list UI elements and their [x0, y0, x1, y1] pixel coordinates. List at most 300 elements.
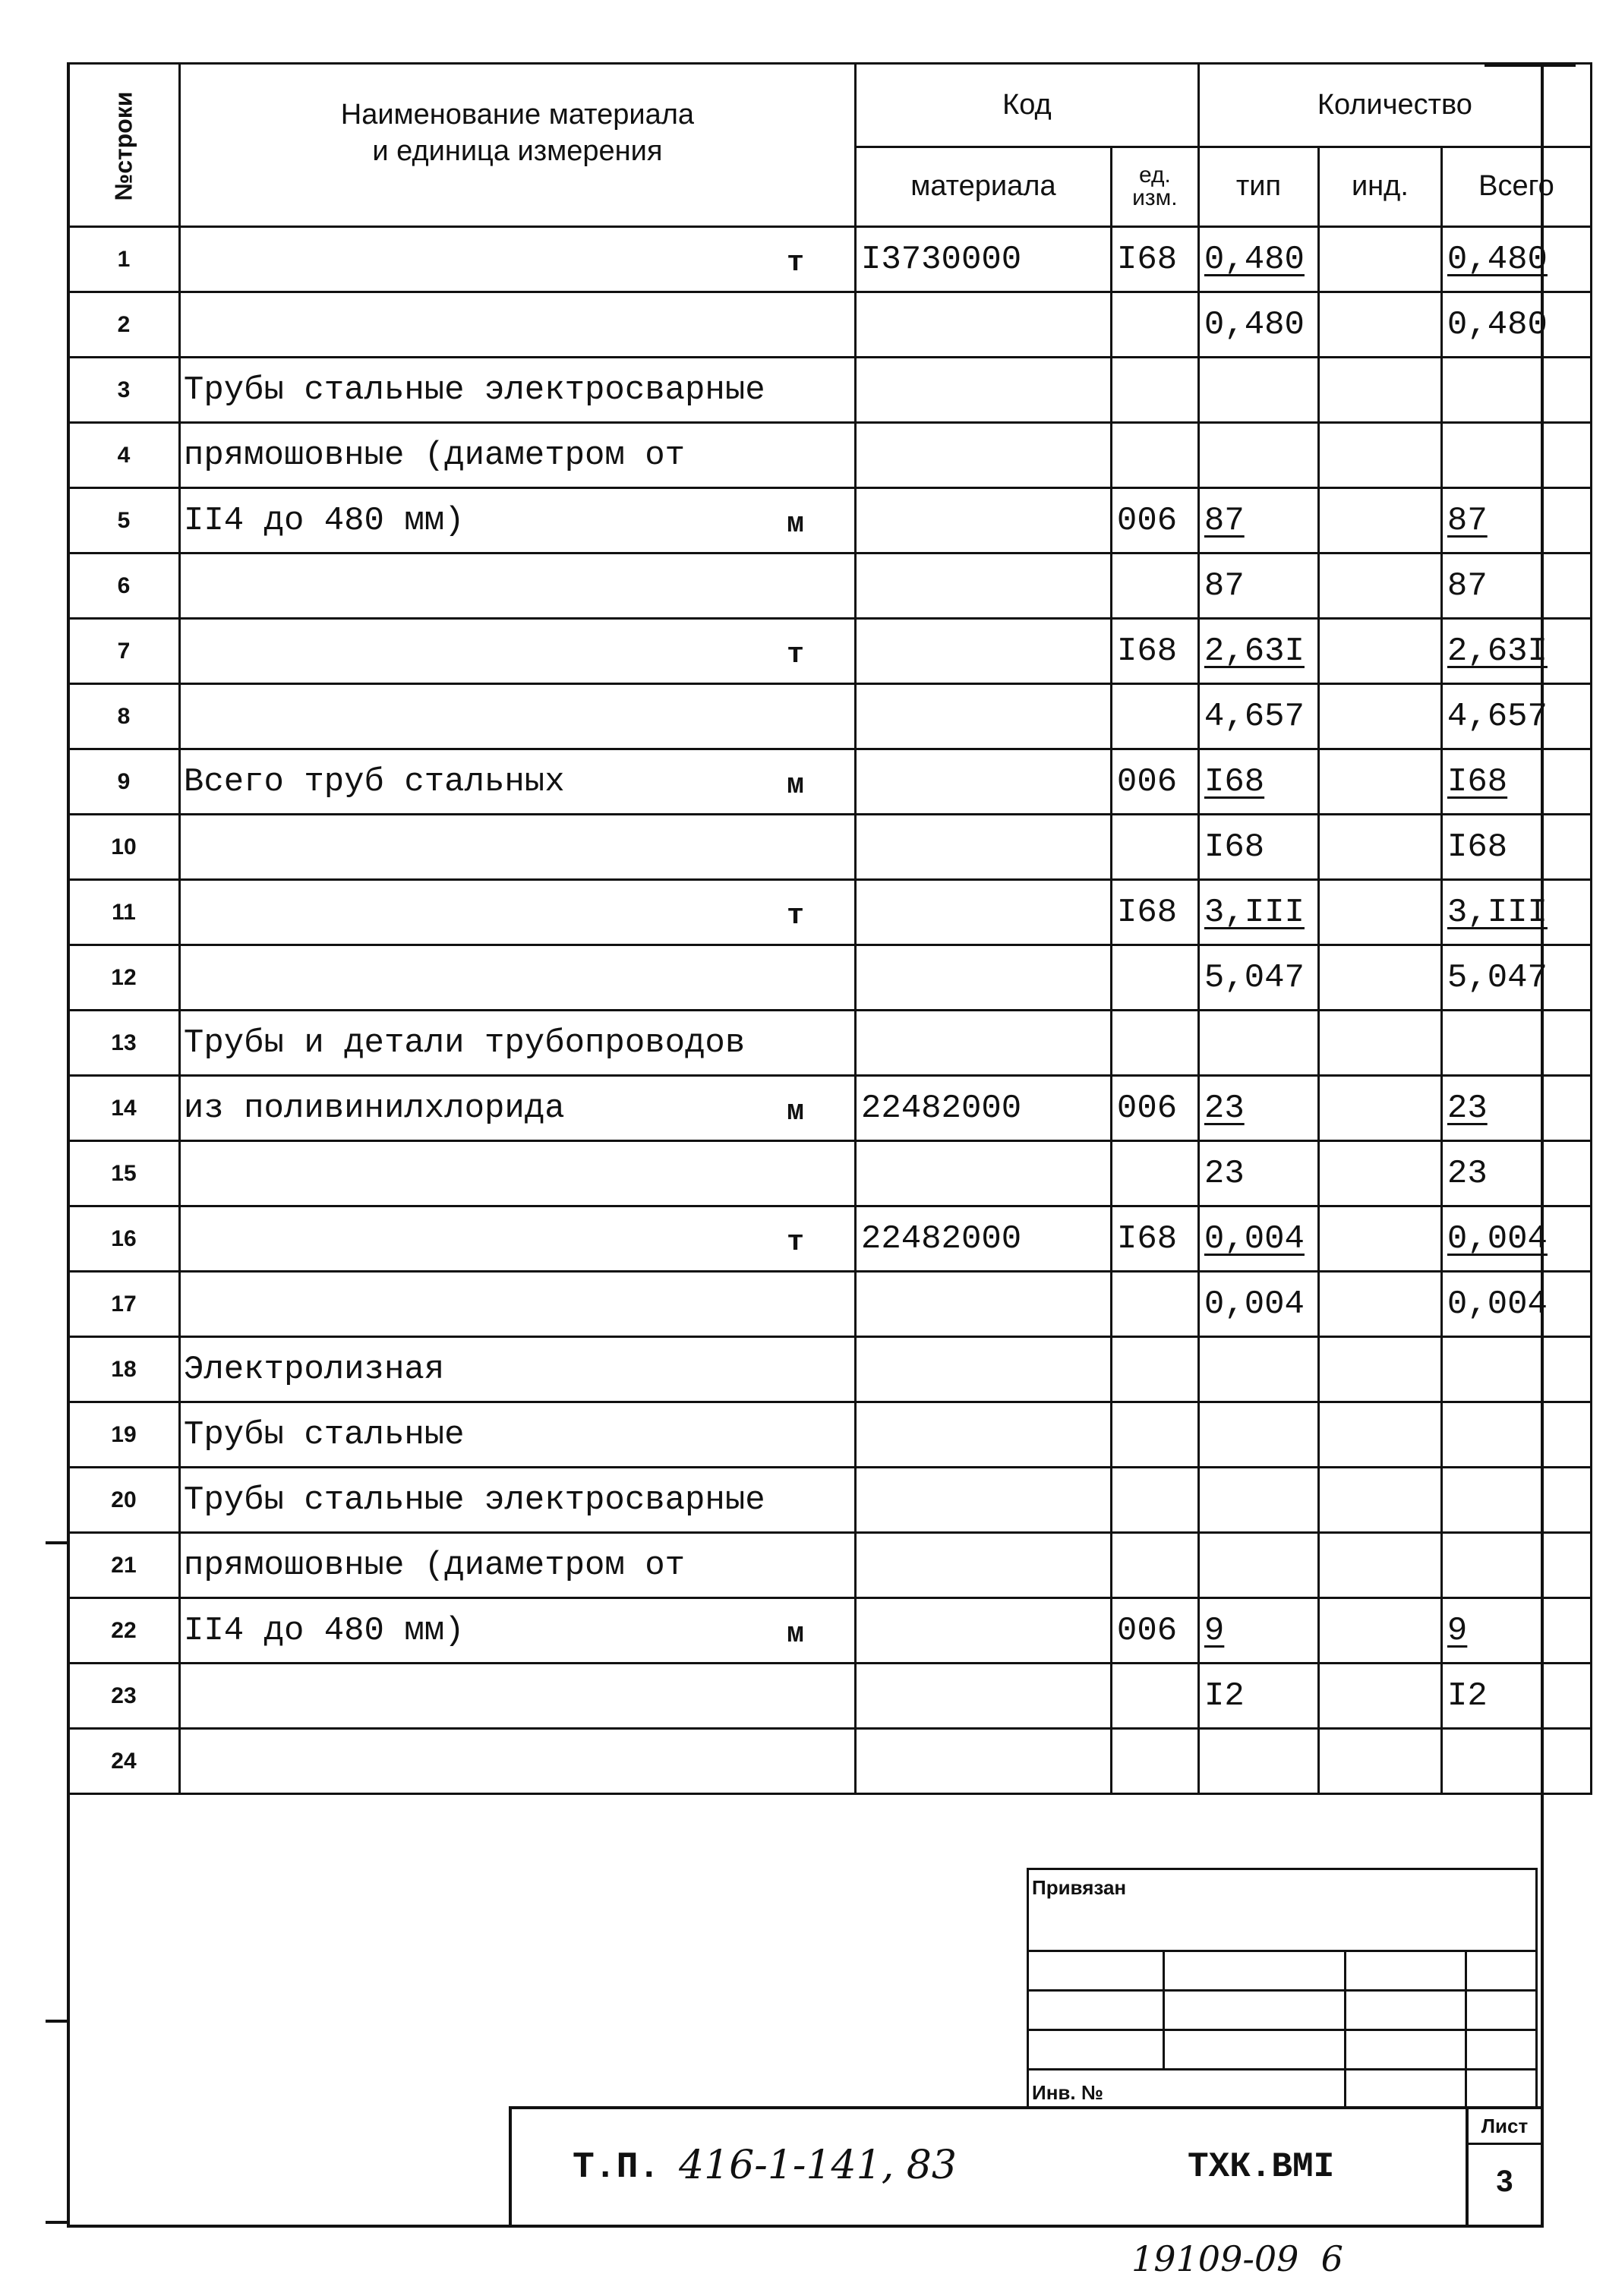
qty-ind — [1318, 1337, 1441, 1402]
unit-code — [1111, 1141, 1198, 1206]
qty-type — [1198, 749, 1318, 815]
row-number-text: 19 — [111, 1421, 137, 1447]
row-number-text: 20 — [111, 1487, 137, 1512]
material-name-text: прямошовные (диаметром от — [183, 436, 686, 475]
row-number-text: 1 — [117, 246, 131, 272]
qty-total — [1441, 1272, 1591, 1337]
material-name — [179, 815, 855, 880]
qty-ind — [1318, 1141, 1441, 1206]
qty-total-text: 3,III — [1447, 893, 1548, 932]
binding-label: Привязан — [1032, 1876, 1127, 1899]
table-row — [68, 1533, 1592, 1598]
table-row — [68, 880, 1592, 945]
qty-ind — [1318, 749, 1441, 815]
row-number — [68, 880, 180, 945]
material-code — [855, 815, 1111, 880]
row-number — [68, 358, 180, 423]
qty-type-text: 23 — [1204, 1089, 1245, 1128]
material-name — [179, 1272, 855, 1337]
unit-code-header-line2: изм. — [1132, 184, 1178, 210]
qty-type — [1198, 1729, 1318, 1794]
material-name — [179, 1076, 855, 1141]
row-number-text: 8 — [117, 703, 131, 729]
unit-code-text: I68 — [1116, 240, 1178, 279]
row-number — [68, 488, 180, 554]
material-name — [179, 1141, 855, 1206]
material-code — [855, 619, 1111, 684]
qty-type-text: 87 — [1204, 566, 1245, 605]
material-name — [179, 684, 855, 749]
material-name-text: Трубы и детали трубопроводов — [183, 1023, 746, 1062]
unit-code-text: I68 — [1116, 893, 1178, 932]
material-name — [179, 749, 855, 815]
material-code — [855, 945, 1111, 1011]
qty-total-text: 9 — [1447, 1611, 1468, 1650]
material-name — [179, 1206, 855, 1272]
row-number-header — [68, 64, 180, 227]
doc-prefix: Т.П. — [573, 2147, 661, 2188]
qty-type-text: 87 — [1204, 501, 1245, 540]
qty-type-header: тип — [1198, 147, 1318, 226]
material-name-text: Всего труб стальных — [183, 762, 565, 801]
unit-code — [1111, 619, 1198, 684]
qty-ind — [1318, 358, 1441, 423]
material-name — [179, 1402, 855, 1468]
qty-type-text: I68 — [1204, 828, 1265, 866]
unit-label: т — [787, 1225, 804, 1259]
qty-total — [1441, 1076, 1591, 1141]
title-block — [509, 2106, 1541, 2228]
unit-label: м — [787, 1095, 804, 1128]
table-row — [68, 684, 1592, 749]
material-name — [179, 1337, 855, 1402]
table-row — [68, 1402, 1592, 1468]
material-code — [855, 1206, 1111, 1272]
unit-code — [1111, 815, 1198, 880]
qty-ind — [1318, 488, 1441, 554]
material-code — [855, 358, 1111, 423]
material-code — [855, 1076, 1111, 1141]
row-number — [68, 684, 180, 749]
name-header — [179, 64, 855, 227]
qty-total-text: 2,63I — [1447, 632, 1548, 670]
qty-type — [1198, 227, 1318, 292]
qty-ind — [1318, 619, 1441, 684]
qty-type-text: 23 — [1204, 1154, 1245, 1193]
qty-type — [1198, 292, 1318, 358]
row-number — [68, 619, 180, 684]
qty-type-text: 3,III — [1204, 893, 1305, 932]
qty-type — [1198, 1141, 1318, 1206]
code-group-header: Код — [855, 64, 1198, 147]
qty-total — [1441, 1664, 1591, 1729]
row-number-text: 13 — [111, 1030, 137, 1055]
qty-ind — [1318, 815, 1441, 880]
qty-total — [1441, 1337, 1591, 1402]
unit-code — [1111, 292, 1198, 358]
name-header-line2: и единица измерения — [372, 135, 663, 167]
unit-code — [1111, 1272, 1198, 1337]
qty-type — [1198, 423, 1318, 488]
row-number-text: 18 — [111, 1356, 137, 1382]
material-name — [179, 1011, 855, 1076]
qty-type — [1198, 1076, 1318, 1141]
qty-type — [1198, 1598, 1318, 1664]
material-code — [855, 488, 1111, 554]
row-number-text: 9 — [117, 768, 131, 794]
row-number-text: 5 — [117, 507, 131, 533]
qty-ind — [1318, 1533, 1441, 1598]
qty-total-header: Всего — [1441, 147, 1591, 226]
material-name — [179, 1664, 855, 1729]
unit-code — [1111, 1468, 1198, 1533]
unit-code — [1111, 1337, 1198, 1402]
material-code — [855, 1337, 1111, 1402]
material-name-text: прямошовные (диаметром от — [183, 1546, 686, 1585]
margin-tick — [46, 1541, 68, 1544]
qty-type-text: I2 — [1204, 1676, 1245, 1715]
qty-type — [1198, 488, 1318, 554]
unit-code — [1111, 1076, 1198, 1141]
sheet-label: Лист — [1469, 2109, 1541, 2145]
qty-type — [1198, 358, 1318, 423]
material-code — [855, 1402, 1111, 1468]
row-number-text: 14 — [111, 1095, 137, 1121]
qty-total-text: 0,480 — [1447, 240, 1548, 279]
material-code — [855, 1468, 1111, 1533]
material-name-text: II4 до 480 мм) — [183, 1611, 465, 1650]
material-name — [179, 358, 855, 423]
row-number — [68, 1206, 180, 1272]
qty-type — [1198, 1206, 1318, 1272]
qty-total — [1441, 423, 1591, 488]
row-number — [68, 749, 180, 815]
qty-total — [1441, 1011, 1591, 1076]
qty-type-text: 5,047 — [1204, 958, 1305, 997]
row-number-text: 3 — [117, 377, 131, 402]
qty-ind — [1318, 1468, 1441, 1533]
binding-stamp — [1027, 1868, 1538, 2108]
material-name-text: Трубы стальные электросварные — [183, 1481, 765, 1519]
qty-type — [1198, 880, 1318, 945]
qty-ind — [1318, 684, 1441, 749]
row-number-text: 11 — [112, 899, 136, 925]
qty-type-text: 0,480 — [1204, 305, 1305, 344]
doc-code: ТХК.ВМI — [1188, 2147, 1335, 2187]
row-number-text: 7 — [117, 638, 131, 664]
qty-total-text: 23 — [1447, 1089, 1488, 1128]
row-number-text: 22 — [111, 1617, 137, 1643]
qty-type — [1198, 554, 1318, 619]
qty-total — [1441, 619, 1591, 684]
qty-ind — [1318, 554, 1441, 619]
row-number-text: 10 — [111, 834, 137, 859]
unit-label: т — [787, 638, 804, 671]
material-name — [179, 554, 855, 619]
row-number-text: 6 — [117, 572, 131, 598]
unit-code-text: 006 — [1116, 1611, 1178, 1650]
material-name-text: Трубы стальные электросварные — [183, 371, 765, 409]
material-code — [855, 292, 1111, 358]
inventory-number-label: Инв. № — [1032, 2081, 1103, 2104]
material-code — [855, 1598, 1111, 1664]
qty-type — [1198, 1272, 1318, 1337]
qty-type — [1198, 1533, 1318, 1598]
row-number — [68, 1468, 180, 1533]
table-row — [68, 1076, 1592, 1141]
material-name — [179, 227, 855, 292]
qty-total — [1441, 749, 1591, 815]
qty-total — [1441, 880, 1591, 945]
unit-code — [1111, 1402, 1198, 1468]
qty-total-text: 0,004 — [1447, 1285, 1548, 1323]
unit-code — [1111, 1206, 1198, 1272]
table-row — [68, 1468, 1592, 1533]
unit-code — [1111, 488, 1198, 554]
row-number — [68, 554, 180, 619]
material-code — [855, 1533, 1111, 1598]
unit-label: т — [787, 899, 804, 932]
material-code — [855, 1664, 1111, 1729]
unit-code-text: 006 — [1116, 1089, 1178, 1128]
unit-code — [1111, 423, 1198, 488]
qty-ind — [1318, 945, 1441, 1011]
material-name-text: из поливинилхлорида — [183, 1089, 565, 1128]
row-number-text: 23 — [111, 1683, 137, 1708]
margin-tick — [46, 2020, 68, 2023]
qty-ind — [1318, 423, 1441, 488]
unit-code — [1111, 684, 1198, 749]
qty-type — [1198, 684, 1318, 749]
qty-ind — [1318, 1011, 1441, 1076]
qty-type-text: 0,480 — [1204, 240, 1305, 279]
unit-code — [1111, 880, 1198, 945]
qty-ind — [1318, 1206, 1441, 1272]
qty-total — [1441, 1206, 1591, 1272]
qty-type — [1198, 1337, 1318, 1402]
material-code-text: I3730000 — [860, 240, 1022, 279]
qty-ind — [1318, 1598, 1441, 1664]
row-number-text: 24 — [111, 1748, 137, 1774]
qty-type-text: 4,657 — [1204, 697, 1305, 736]
material-code — [855, 1011, 1111, 1076]
row-number — [68, 1598, 180, 1664]
table-row — [68, 749, 1592, 815]
materials-table — [67, 62, 1592, 1795]
material-code — [855, 1141, 1111, 1206]
unit-label: м — [787, 1617, 804, 1651]
unit-code — [1111, 749, 1198, 815]
unit-code-header-line1: ед. — [1138, 162, 1171, 188]
table-row — [68, 1272, 1592, 1337]
quantity-group-header: Количество — [1198, 64, 1591, 147]
qty-total — [1441, 554, 1591, 619]
material-name — [179, 880, 855, 945]
qty-type — [1198, 945, 1318, 1011]
qty-ind — [1318, 1402, 1441, 1468]
material-name — [179, 1468, 855, 1533]
table-row — [68, 292, 1592, 358]
unit-code — [1111, 1533, 1198, 1598]
row-number — [68, 292, 180, 358]
material-code — [855, 1729, 1111, 1794]
qty-total — [1441, 1468, 1591, 1533]
row-number — [68, 1729, 180, 1794]
sheet-box — [1466, 2109, 1541, 2225]
material-code — [855, 1272, 1111, 1337]
row-number — [68, 1011, 180, 1076]
unit-code-text: 006 — [1116, 501, 1178, 540]
material-name — [179, 619, 855, 684]
qty-type — [1198, 1402, 1318, 1468]
unit-code — [1111, 227, 1198, 292]
row-number — [68, 1141, 180, 1206]
row-number — [68, 227, 180, 292]
material-code — [855, 423, 1111, 488]
unit-code — [1111, 1664, 1198, 1729]
qty-ind — [1318, 1076, 1441, 1141]
qty-ind-header: инд. — [1318, 147, 1441, 226]
qty-type-text: 0,004 — [1204, 1285, 1305, 1323]
qty-total-text: 0,004 — [1447, 1219, 1548, 1258]
qty-total — [1441, 1141, 1591, 1206]
row-number — [68, 1402, 180, 1468]
row-number-text: 16 — [111, 1225, 137, 1251]
qty-total-text: 87 — [1447, 501, 1488, 540]
table-row — [68, 619, 1592, 684]
unit-code — [1111, 358, 1198, 423]
unit-code — [1111, 554, 1198, 619]
qty-total — [1441, 1402, 1591, 1468]
qty-type-text: I68 — [1204, 762, 1265, 801]
qty-type-text: 0,004 — [1204, 1219, 1305, 1258]
table-row — [68, 1206, 1592, 1272]
table-row — [68, 815, 1592, 880]
table-row — [68, 423, 1592, 488]
material-name — [179, 488, 855, 554]
qty-total-text: I2 — [1447, 1676, 1488, 1715]
qty-ind — [1318, 1729, 1441, 1794]
qty-type — [1198, 815, 1318, 880]
material-name — [179, 292, 855, 358]
qty-total-text: 0,480 — [1447, 305, 1548, 344]
material-name — [179, 1533, 855, 1598]
sheet-number: 3 — [1496, 2165, 1513, 2198]
row-number-text: 2 — [117, 311, 131, 337]
row-number — [68, 1337, 180, 1402]
table-row — [68, 358, 1592, 423]
qty-type-text: 2,63I — [1204, 632, 1305, 670]
qty-total — [1441, 1533, 1591, 1598]
unit-code — [1111, 945, 1198, 1011]
qty-ind — [1318, 1664, 1441, 1729]
qty-type — [1198, 1468, 1318, 1533]
unit-code-text: I68 — [1116, 1219, 1178, 1258]
material-code — [855, 880, 1111, 945]
qty-ind — [1318, 292, 1441, 358]
qty-total — [1441, 488, 1591, 554]
qty-type — [1198, 619, 1318, 684]
unit-label: м — [787, 768, 804, 802]
margin-tick — [46, 2221, 68, 2224]
row-number — [68, 815, 180, 880]
qty-type — [1198, 1011, 1318, 1076]
material-name-text: Электролизная — [183, 1350, 445, 1389]
row-number — [68, 1076, 180, 1141]
material-code-text: 22482000 — [860, 1089, 1022, 1128]
table-row — [68, 1337, 1592, 1402]
row-number — [68, 1272, 180, 1337]
qty-total — [1441, 227, 1591, 292]
material-name — [179, 945, 855, 1011]
row-number — [68, 1664, 180, 1729]
qty-total — [1441, 292, 1591, 358]
qty-ind — [1318, 227, 1441, 292]
qty-type — [1198, 1664, 1318, 1729]
row-number — [68, 945, 180, 1011]
table-row — [68, 227, 1592, 292]
row-number-header-label: №строки — [109, 91, 137, 200]
doc-number: 416-1-141, 83 — [679, 2143, 957, 2188]
qty-total — [1441, 1598, 1591, 1664]
qty-total — [1441, 1729, 1591, 1794]
material-name-text: Трубы стальные — [183, 1415, 465, 1454]
qty-total-text: 4,657 — [1447, 697, 1548, 736]
row-number — [68, 423, 180, 488]
qty-total-text: 5,047 — [1447, 958, 1548, 997]
material-name — [179, 1598, 855, 1664]
material-name — [179, 1729, 855, 1794]
material-code — [855, 684, 1111, 749]
material-name-text: II4 до 480 мм) — [183, 501, 465, 540]
row-number — [68, 1533, 180, 1598]
material-code — [855, 749, 1111, 815]
unit-label: м — [787, 507, 804, 541]
unit-code-header — [1111, 147, 1198, 226]
row-number-text: 15 — [111, 1160, 137, 1186]
qty-total-text: I68 — [1447, 828, 1508, 866]
table-row — [68, 488, 1592, 554]
unit-code-text: I68 — [1116, 632, 1178, 670]
table-row — [68, 1664, 1592, 1729]
material-code-text: 22482000 — [860, 1219, 1022, 1258]
handwritten-archive-number: 19109-09 6 — [1131, 2238, 1343, 2279]
qty-total-text: 87 — [1447, 566, 1488, 605]
table-row — [68, 1598, 1592, 1664]
table-row — [68, 1729, 1592, 1794]
qty-ind — [1318, 1272, 1441, 1337]
table-row — [68, 945, 1592, 1011]
unit-code — [1111, 1598, 1198, 1664]
qty-total — [1441, 945, 1591, 1011]
qty-total — [1441, 358, 1591, 423]
qty-type-text: 9 — [1204, 1611, 1225, 1650]
material-code — [855, 227, 1111, 292]
row-number-text: 4 — [117, 442, 131, 468]
qty-total-text: 23 — [1447, 1154, 1488, 1193]
top-rule — [1485, 64, 1576, 67]
row-number-text: 21 — [111, 1552, 137, 1578]
row-number-text: 17 — [111, 1291, 137, 1317]
table-row — [68, 1011, 1592, 1076]
material-code — [855, 554, 1111, 619]
row-number-text: 12 — [111, 964, 137, 990]
unit-code — [1111, 1011, 1198, 1076]
qty-ind — [1318, 880, 1441, 945]
unit-label: т — [787, 246, 804, 279]
qty-total — [1441, 815, 1591, 880]
qty-total — [1441, 684, 1591, 749]
